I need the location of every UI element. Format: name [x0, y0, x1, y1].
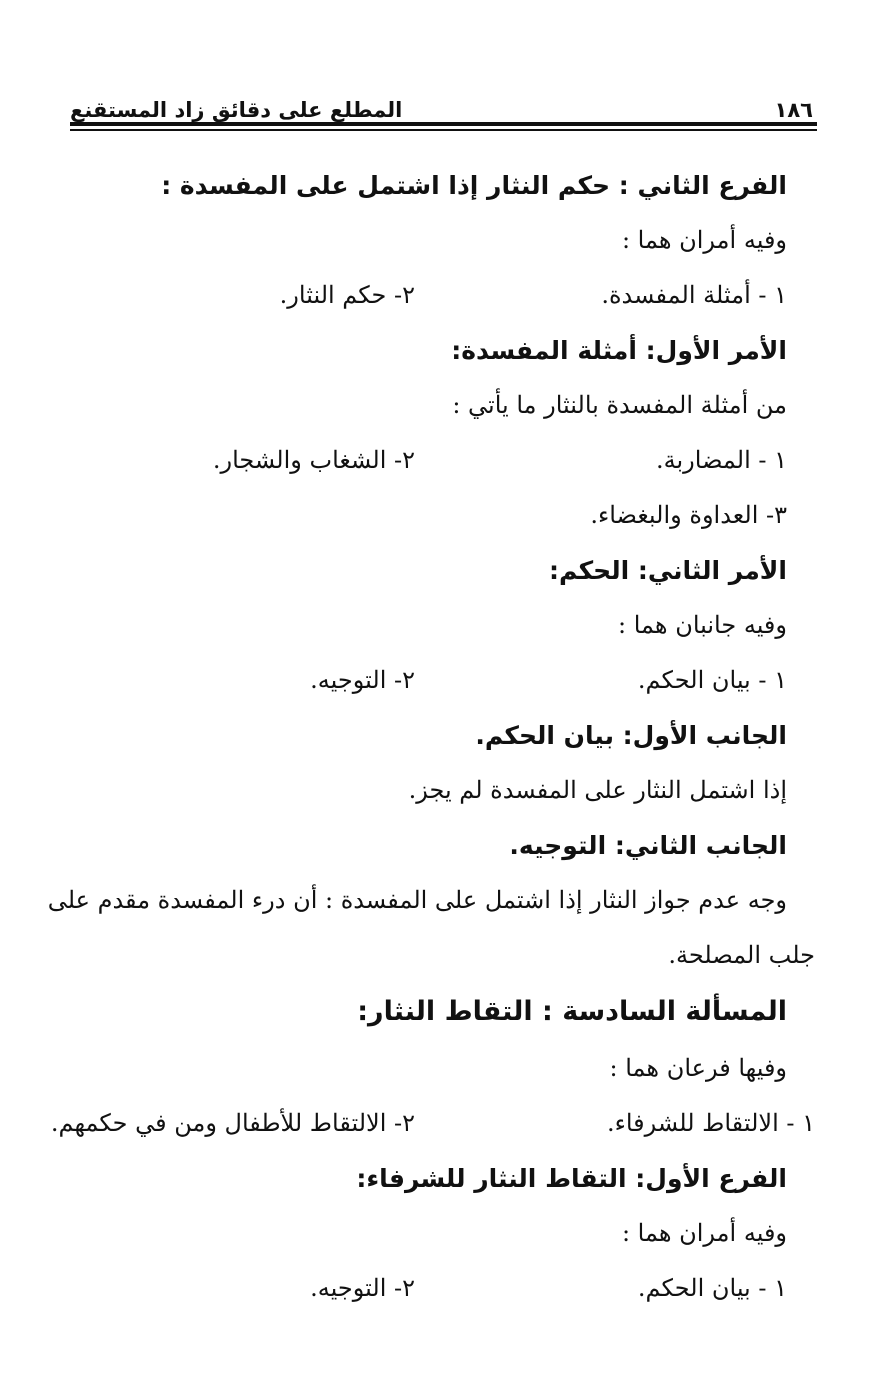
running-header	[70, 86, 813, 122]
list-item: ٢- التوجيه.	[310, 666, 415, 694]
list-item: ١ - بيان الحكم.	[637, 1274, 787, 1302]
intro-line: وفيها فرعان هما :	[609, 1054, 787, 1082]
list-row	[70, 653, 787, 708]
list-row	[70, 433, 787, 488]
heading-matter-1: الأمر الأول: أمثلة المفسدة:	[451, 336, 787, 365]
intro-line: من أمثلة المفسدة بالنثار ما يأتي :	[452, 391, 787, 419]
heading-side-1: الجانب الأول: بيان الحكم.	[475, 721, 787, 750]
list-item: ١ - المضاربة.	[655, 446, 787, 474]
list-item: ٢- التوجيه.	[310, 1274, 415, 1302]
list-item: ٢- الشغاب والشجار.	[212, 446, 415, 474]
list-item: ١ - بيان الحكم.	[637, 666, 787, 694]
list-item: ٢- الالتقاط للأطفال ومن في حكمهم.	[50, 1109, 415, 1137]
page-number: ١٨٦	[774, 98, 813, 122]
body-text	[47, 158, 815, 1316]
intro-line: وفيه جانبان هما :	[618, 611, 787, 639]
heading-issue-6: المسألة السادسة : التقاط النثار:	[357, 996, 787, 1027]
list-item: ٣- العداوة والبغضاء.	[590, 501, 787, 529]
reason-line: وجه عدم جواز النثار إذا اشتمل على المفسدة : أن درء المفسدة مقدم على	[47, 886, 787, 914]
heading-branch-2: الفرع الثاني : حكم النثار إذا اشتمل على المفسدة :	[161, 171, 787, 200]
book-title: المطلع على دقائق زاد المستقنع	[70, 98, 403, 122]
heading-branch-1: الفرع الأول: التقاط النثار للشرفاء:	[356, 1164, 787, 1193]
list-item: ٢- حكم النثار.	[279, 281, 415, 309]
list-item: ١ - الالتقاط للشرفاء.	[606, 1109, 815, 1137]
heading-matter-2: الأمر الثاني: الحكم:	[549, 556, 787, 585]
header-rule-thick	[70, 122, 817, 126]
list-row	[70, 268, 787, 323]
ruling-text: إذا اشتمل النثار على المفسدة لم يجز.	[408, 776, 787, 804]
list-row	[70, 1261, 787, 1316]
list-item: ١ - أمثلة المفسدة.	[601, 281, 787, 309]
heading-side-2: الجانب الثاني: التوجيه.	[509, 831, 787, 860]
intro-line: وفيه أمران هما :	[621, 226, 787, 254]
reason-line: جلب المصلحة.	[668, 941, 815, 969]
intro-line: وفيه أمران هما :	[621, 1219, 787, 1247]
list-row	[50, 1096, 815, 1151]
header-rule-thin	[70, 129, 817, 131]
